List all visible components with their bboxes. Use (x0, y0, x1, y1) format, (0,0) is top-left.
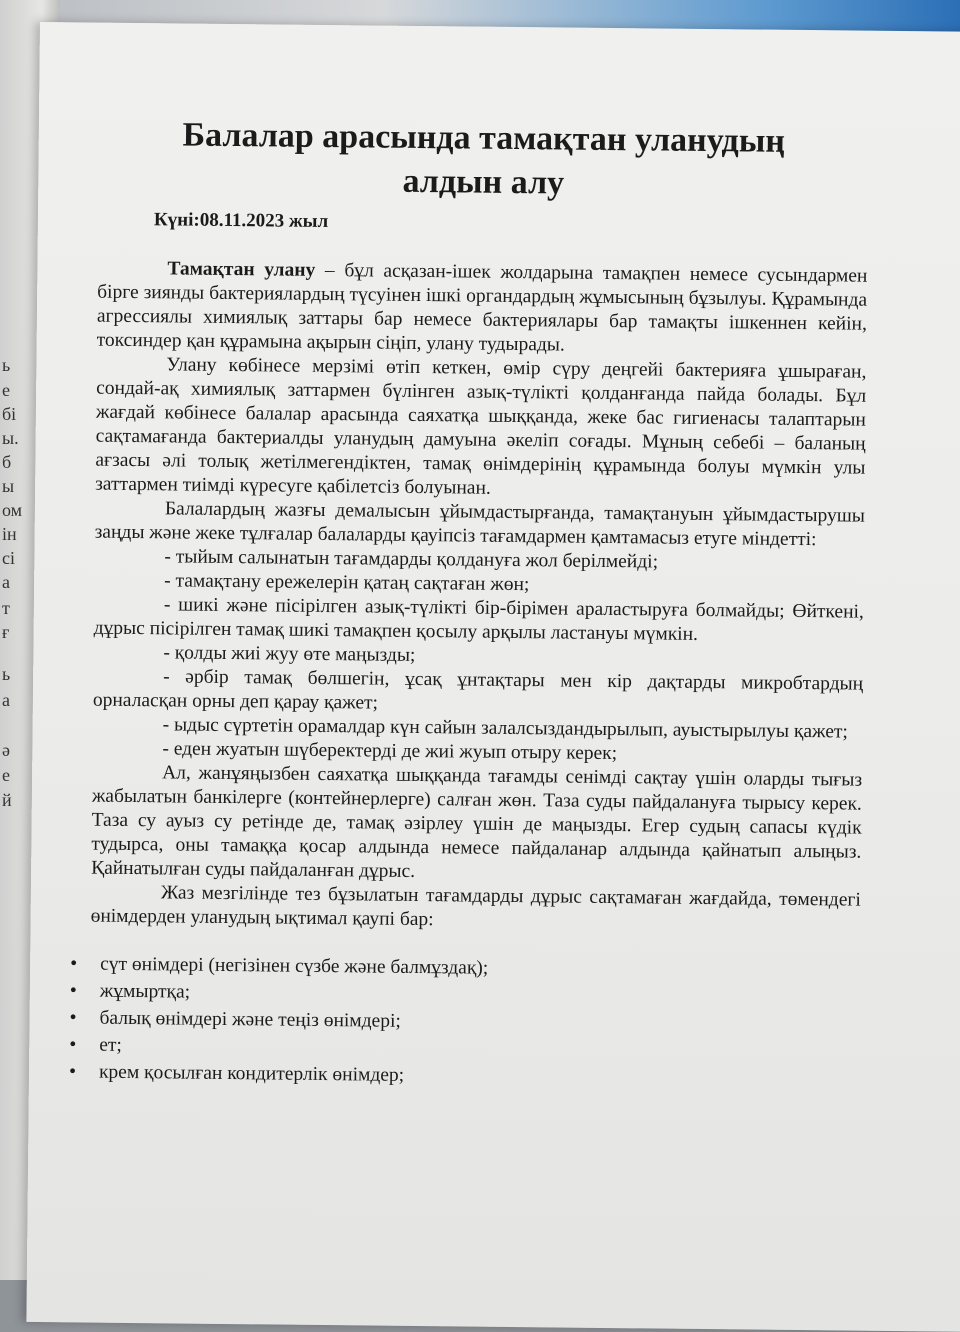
adjacent-page-text: ом (2, 500, 23, 520)
intro-paragraph (97, 257, 868, 361)
adjacent-page-text: ін (2, 524, 17, 544)
adjacent-page-text: ы. (2, 428, 19, 448)
paragraph-travel: Ал, жанұяңызбен саяхатқа шыққанда тағамды сенімді сақтау үшін оларды тығыз жабылатын банкілерге (контейнерлерге) салған жөн. Таза суды пайдалануға тырысу керек. Таза су ауыз су ретінде де, тамақ әзірлеу үшін де маңызды. Егер судың сапасы күдік тудырса, оны тамаққа қосар алдында немесе пайдаланар алдында қайнатып алыңыз. Қайнатылған суды пайдаланған дұрыс. (91, 762, 863, 882)
document-sheet (26, 22, 960, 1332)
adjacent-page-text: ы (2, 476, 15, 496)
adjacent-page-text: ғ (2, 622, 10, 642)
rule-item: - тыйым салынатын тағамдарды қолдануға жол берілмейді; (164, 546, 659, 573)
intro-text: – бұл асқазан-ішек жолдарына тамақпен немесе сусындармен бірге зиянды бактериялардың түсуінен ішкі органдардың жұмысының бұзылуы. Құрамында агрессиялы химиялық заттары бар немесе бактериялары бар тамақты ішкеннен кейін, токсиндер қан құрамына ақырын сіңіп, улану тудырады. (96, 259, 868, 356)
adjacent-page-text: е (2, 380, 10, 400)
paragraph-causes: Улану көбінесе мерзімі өтіп кеткен, өмір сүру деңгейі бактерияға ұшыраған, сондай-ақ химиялық заттармен бүлінген азық-түлікті қолданғанда пайда болады. Бұл жағдай көбінесе балалар арасында саяхатқа шыққанда, жеке бас гигиенасы талаптарын сақтамағанда бактериалды уланудың дамуына әкеліп соғады. Мұның себебі – баланың ағзасы әлі толық жетілмегендіктен, тамақ өнімдерінің құрамында болуы мүмкін улы заттармен тиімді күресуге қабілетсіз болуынан. (95, 354, 867, 499)
document-date: Күні:08.11.2023 жыл (153, 209, 329, 233)
paragraph-organizers: Балалардың жазғы демалысын ұйымдастырғанда, тамақтануын ұйымдастырушы заңды және жеке тұлғалар балаларды қауіпсіз тағамдармен қамтамасыз етуге міндетті: (94, 498, 865, 551)
rule-item: - ыдыс сүртетін орамалдар күн сайын залалсыздандырылып, ауыстырылуы қажет; (162, 714, 849, 743)
adjacent-page-text: а (2, 690, 10, 710)
document-title (98, 113, 869, 209)
rule-item: - шикі және пісірілген азық-түлікті бір-бірімен араластыруға болмайды; Өйткені, дұрыс пісірілген тамақ шикі тамақпен қосылу арқылы ластануы мүмкін. (93, 594, 864, 645)
intro-term: Тамақтан улану (167, 258, 316, 281)
list-item: • сүт өнімдері (негізінен сүзбе және балмұздақ); (70, 950, 860, 985)
rule-item: - тамақтану ережелерін қатаң сақтаған жөн; (164, 570, 530, 596)
rule-item: - әрбір тамақ бөлшегін, ұсақ ұнтақтары мен кір дақтарды микробтардың орналасқан орны деп қарау қажет; (92, 666, 864, 714)
adjacent-page-text: а (2, 572, 10, 592)
risk-foods-list (89, 951, 860, 1094)
list-item: • ет; (69, 1031, 859, 1066)
list-item: • жұмыртқа; (70, 977, 860, 1012)
rule-item: - қолды жиі жуу өте маңызды; (163, 642, 416, 666)
adjacent-page-text: ь (2, 355, 11, 375)
rule-item: - еден жуатын шүберектерді де жиі жуып отыру керек; (162, 738, 618, 765)
list-item: • крем қосылған кондитерлік өнімдер; (69, 1058, 859, 1093)
adjacent-page-text: ь (2, 664, 11, 684)
adjacent-page-text: бі (2, 404, 17, 424)
adjacent-page-text: й (2, 790, 12, 810)
document-body (89, 113, 869, 1094)
list-item: • балық өнімдері және теңіз өнімдері; (69, 1004, 859, 1039)
adjacent-page-text: е (2, 765, 10, 785)
title-line-1: Балалар арасында тамақтан уланудың (182, 116, 786, 160)
adjacent-page-text: сі (2, 548, 15, 568)
paragraph-summer-risk: Жаз мезгілінде тез бұзылатын тағамдарды дұрыс сақтамаған жағдайда, төмендегі өнімдерден уланудың ықтимал қаупі бар: (90, 882, 861, 931)
adjacent-page-text: б (2, 452, 12, 472)
title-line-2: алдын алу (402, 162, 565, 202)
adjacent-page-text: ә (2, 740, 10, 760)
adjacent-page-text: т (2, 598, 10, 618)
